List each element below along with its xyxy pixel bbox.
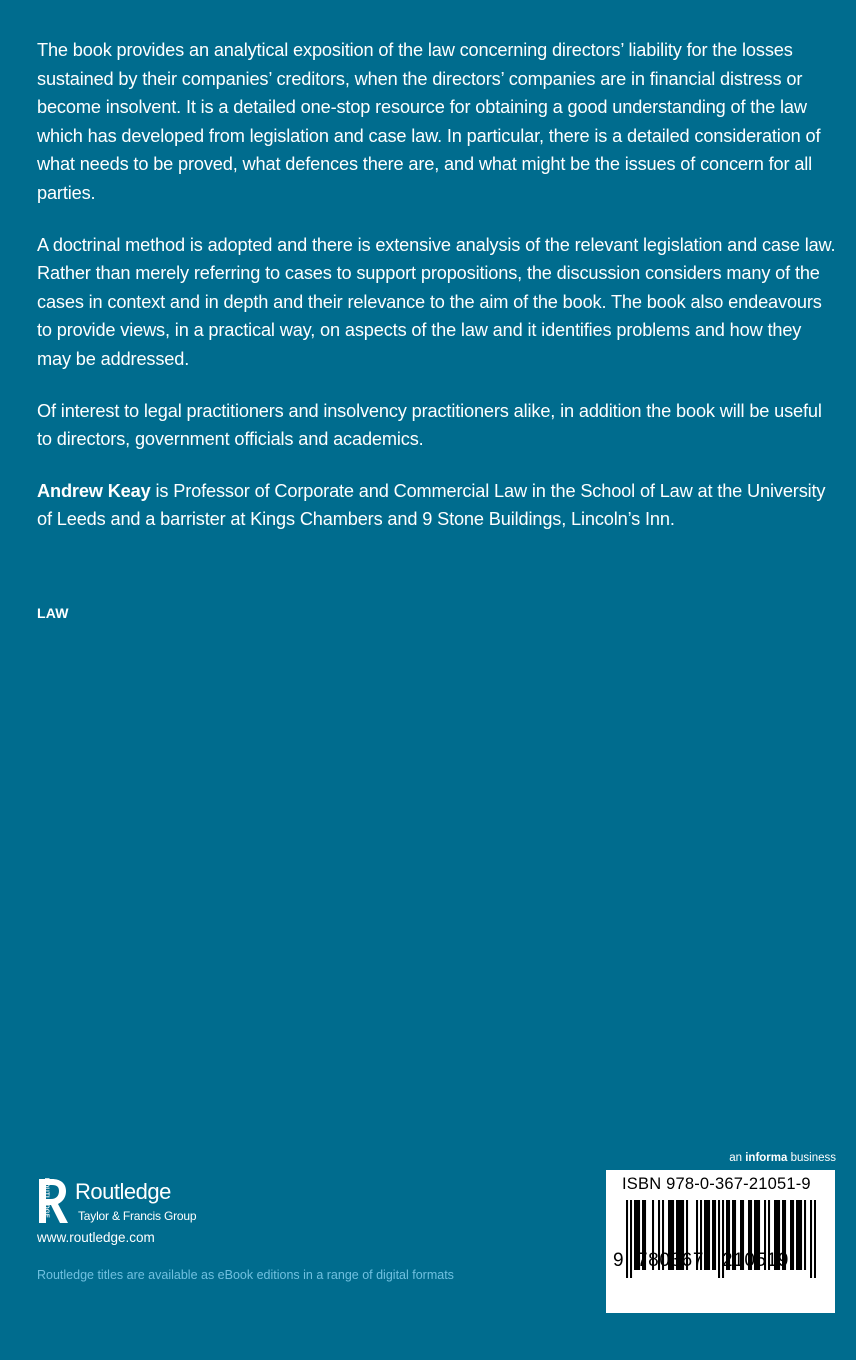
publisher-website: www.routledge.com	[37, 1230, 155, 1245]
routledge-logo	[37, 1177, 237, 1225]
blurb-paragraph-1: The book provides an analytical exposition of the law concerning directors’ liability for the losses sustained by their companies’ creditors, when the directors’ companies are in financial distress or become insolvent. It is a detailed one-stop resource for obtaining a good understanding of the law which has developed from legislation and case law. In particular, there is a detailed consideration of what needs to be proved, what defences there are, and what might be the issues of concern for all parties.	[37, 40, 821, 203]
ebook-availability-note: Routledge titles are available as eBook editions in a range of digital formats	[37, 1268, 454, 1282]
informa-tagline: an informa business	[729, 1152, 836, 1164]
barcode-right-group: 210519	[722, 1250, 790, 1271]
author-name: Andrew Keay	[37, 480, 151, 501]
routledge-vertical-wordmark: ROUTLEDGE	[43, 1177, 49, 1219]
barcode-digits	[606, 1250, 835, 1280]
publisher-name: Routledge	[75, 1179, 171, 1204]
back-cover-blurb	[37, 36, 837, 534]
author-bio-text: is Professor of Corporate and Commercial Law in the School of Law at the University of Leeds and a barrister at Kings Chambers and 9 Stone Buildings, Lincoln’s Inn.	[37, 480, 826, 530]
author-bio	[37, 477, 837, 534]
publisher-group: Taylor & Francis Group	[78, 1209, 197, 1223]
isbn-label: ISBN 978-0-367-21051-9	[622, 1175, 811, 1193]
barcode-left-group: 780367	[637, 1250, 705, 1271]
subject-category: LAW	[37, 605, 69, 621]
blurb-paragraph-2: A doctrinal method is adopted and there is extensive analysis of the relevant legislation and case law. Rather than merely referring to cases to support propositions, the discussion considers many of the cases in context and in depth and their relevance to the aim of the book. The book also endeavours to provide views, in a practical way, on aspects of the law and it identifies problems and how they may be addressed.	[37, 234, 836, 369]
barcode-first-digit: 9	[613, 1250, 625, 1271]
blurb-paragraph-3: Of interest to legal practitioners and insolvency practitioners alike, in addition the book will be useful to directors, government officials and academics.	[37, 400, 822, 450]
isbn-barcode-box	[606, 1170, 835, 1313]
